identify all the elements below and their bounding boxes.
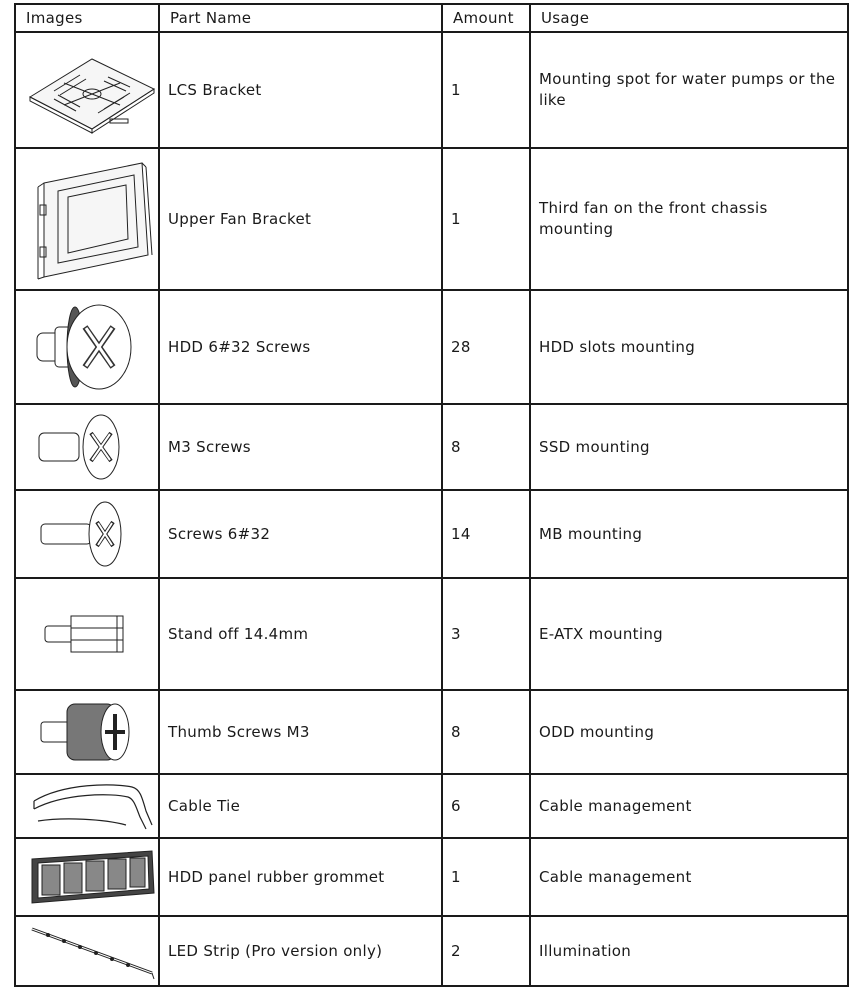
image-cell	[15, 148, 159, 290]
part-name: HDD panel rubber grommet	[159, 838, 442, 916]
image-cell	[15, 490, 159, 578]
amount: 1	[442, 32, 530, 148]
table-row	[15, 838, 848, 916]
table-row	[15, 774, 848, 838]
led-strip-icon	[24, 921, 160, 981]
part-name: Screws 6#32	[159, 490, 442, 578]
rubber-grommet-icon	[24, 845, 160, 909]
usage: ODD mounting	[530, 690, 848, 774]
table-row	[15, 490, 848, 578]
table-row	[15, 916, 848, 986]
amount: 6	[442, 774, 530, 838]
image-cell	[15, 916, 159, 986]
amount: 28	[442, 290, 530, 404]
amount: 3	[442, 578, 530, 690]
usage: Cable management	[530, 838, 848, 916]
header-row	[15, 4, 848, 32]
header-usage: Usage	[530, 4, 848, 32]
upper-fan-bracket-icon	[24, 155, 160, 283]
image-cell	[15, 290, 159, 404]
part-name: Upper Fan Bracket	[159, 148, 442, 290]
table-row	[15, 290, 848, 404]
usage: Third fan on the front chassis mounting	[530, 148, 848, 290]
part-name: Stand off 14.4mm	[159, 578, 442, 690]
image-cell	[15, 578, 159, 690]
header-amount: Amount	[442, 4, 530, 32]
usage: E-ATX mounting	[530, 578, 848, 690]
usage: Mounting spot for water pumps or the like	[530, 32, 848, 148]
image-cell	[15, 838, 159, 916]
cable-tie-icon	[24, 777, 160, 835]
image-cell	[15, 690, 159, 774]
screw-6-32-icon	[31, 496, 141, 572]
part-name: LED Strip (Pro version only)	[159, 916, 442, 986]
lcs-bracket-icon	[24, 45, 160, 135]
image-cell	[15, 404, 159, 490]
table-row	[15, 404, 848, 490]
header-images: Images	[15, 4, 159, 32]
usage: Cable management	[530, 774, 848, 838]
thumb-screw-icon	[31, 696, 141, 768]
header-part-name: Part Name	[159, 4, 442, 32]
hdd-screw-icon	[31, 297, 141, 397]
usage: SSD mounting	[530, 404, 848, 490]
amount: 14	[442, 490, 530, 578]
amount: 1	[442, 838, 530, 916]
usage: HDD slots mounting	[530, 290, 848, 404]
standoff-icon	[31, 604, 141, 664]
parts-table	[14, 3, 849, 987]
part-name: Cable Tie	[159, 774, 442, 838]
table-row	[15, 32, 848, 148]
table-row	[15, 148, 848, 290]
part-name: M3 Screws	[159, 404, 442, 490]
table-row	[15, 578, 848, 690]
m3-screw-icon	[31, 409, 141, 485]
usage: MB mounting	[530, 490, 848, 578]
part-name: Thumb Screws M3	[159, 690, 442, 774]
image-cell	[15, 774, 159, 838]
table-row	[15, 690, 848, 774]
amount: 2	[442, 916, 530, 986]
part-name: LCS Bracket	[159, 32, 442, 148]
amount: 8	[442, 690, 530, 774]
amount: 8	[442, 404, 530, 490]
part-name: HDD 6#32 Screws	[159, 290, 442, 404]
amount: 1	[442, 148, 530, 290]
usage: Illumination	[530, 916, 848, 986]
image-cell	[15, 32, 159, 148]
